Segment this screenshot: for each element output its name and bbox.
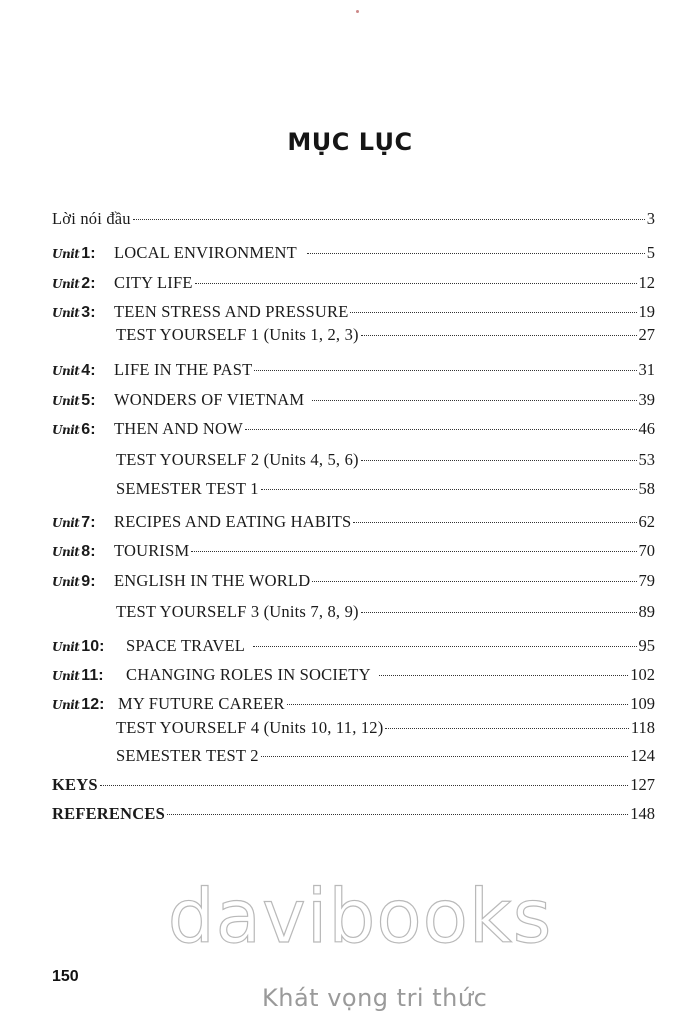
unit-word: Unit: [52, 394, 80, 408]
toc-entry-unit-11[interactable]: [52, 665, 655, 689]
entry-title: TEST YOURSELF 1 (Units 1, 2, 3): [116, 325, 359, 344]
entry-title: KEYS: [52, 775, 98, 794]
toc-entry-unit-3[interactable]: [52, 302, 655, 326]
toc-entry-test-3[interactable]: [52, 602, 655, 626]
entry-page: 70: [638, 541, 655, 560]
dot-leader: [167, 814, 628, 815]
watermark-brand: davibooks: [167, 874, 553, 960]
unit-number: 3:: [81, 304, 96, 321]
unit-label: [52, 421, 114, 439]
toc-entry-unit-5[interactable]: [52, 390, 655, 414]
entry-page: 118: [630, 718, 655, 737]
unit-word: Unit: [52, 516, 80, 530]
unit-number: 2:: [81, 275, 96, 292]
unit-word: Unit: [52, 364, 80, 378]
entry-title: WONDERS OF VIETNAM: [114, 390, 305, 409]
unit-label: [52, 245, 114, 263]
entry-title: TEST YOURSELF 2 (Units 4, 5, 6): [116, 450, 359, 469]
entry-page: 109: [630, 694, 655, 713]
unit-label: [52, 362, 114, 380]
toc-entry-references[interactable]: [52, 804, 655, 828]
entry-page: 79: [638, 571, 655, 590]
entry-title: SPACE TRAVEL: [126, 636, 246, 655]
dot-leader: [195, 283, 637, 284]
unit-number: 6:: [81, 421, 96, 438]
unit-number: 4:: [81, 362, 96, 379]
dot-leader: [253, 646, 636, 647]
unit-label: [52, 514, 114, 532]
entry-title: CITY LIFE: [114, 273, 193, 292]
dot-leader: [385, 728, 628, 729]
unit-label: [52, 543, 114, 561]
entry-title: SEMESTER TEST 1: [116, 479, 259, 498]
dot-leader: [287, 704, 629, 705]
dot-leader: [350, 312, 636, 313]
toc-entry-test-1[interactable]: [52, 325, 655, 349]
entry-title: TEEN STRESS AND PRESSURE: [114, 302, 349, 321]
dot-leader: [361, 335, 637, 336]
entry-title: TEST YOURSELF 4 (Units 10, 11, 12): [116, 718, 384, 737]
entry-title: MY FUTURE CAREER: [118, 694, 285, 713]
unit-word: Unit: [52, 640, 80, 654]
dot-leader: [261, 756, 629, 757]
toc-entry-unit-10[interactable]: [52, 636, 655, 660]
entry-page: 62: [638, 512, 655, 531]
toc-entry-unit-1[interactable]: [52, 243, 655, 267]
entry-title: TEST YOURSELF 3 (Units 7, 8, 9): [116, 602, 359, 621]
entry-page: 102: [630, 665, 655, 684]
dot-leader: [361, 612, 637, 613]
entry-page: 39: [638, 390, 655, 409]
entry-title: Lời nói đầu: [52, 209, 131, 228]
entry-title: LIFE IN THE PAST: [114, 360, 253, 379]
dot-leader: [254, 370, 636, 371]
unit-number: 7:: [81, 514, 96, 531]
entry-page: 5: [646, 243, 655, 262]
entry-page: 3: [646, 209, 655, 228]
unit-word: Unit: [52, 575, 80, 589]
entry-page: 31: [638, 360, 655, 379]
toc-entry-test-2[interactable]: [52, 450, 655, 474]
scan-speck: [356, 10, 359, 13]
unit-label: [52, 275, 114, 293]
unit-number: 10:: [81, 638, 105, 655]
toc-entry-semester-test-2[interactable]: [52, 746, 655, 770]
unit-label: [52, 392, 114, 410]
unit-number: 9:: [81, 573, 96, 590]
unit-number: 11:: [81, 667, 104, 684]
unit-word: Unit: [52, 306, 80, 320]
toc-entry-unit-12[interactable]: [52, 694, 655, 718]
entry-page: 124: [630, 746, 655, 765]
entry-page: 58: [638, 479, 655, 498]
unit-number: 12:: [81, 696, 105, 713]
unit-label: [52, 638, 126, 656]
toc-entry-unit-4[interactable]: [52, 360, 655, 384]
dot-leader: [191, 551, 636, 552]
dot-leader: [361, 460, 637, 461]
toc-entry-unit-2[interactable]: [52, 273, 655, 297]
unit-number: 8:: [81, 543, 96, 560]
unit-label: [52, 667, 126, 685]
entry-page: 46: [638, 419, 655, 438]
unit-word: Unit: [52, 698, 80, 712]
dot-leader: [245, 429, 637, 430]
page-number: 150: [52, 968, 79, 985]
entry-title: LOCAL ENVIRONMENT: [114, 243, 297, 262]
toc-entry-keys[interactable]: [52, 775, 655, 799]
dot-leader: [312, 400, 636, 401]
entry-title: CHANGING ROLES IN SOCIETY: [126, 665, 371, 684]
entry-page: 89: [638, 602, 655, 621]
entry-title: THEN AND NOW: [114, 419, 243, 438]
dot-leader: [100, 785, 629, 786]
entry-title: SEMESTER TEST 2: [116, 746, 259, 765]
unit-label: [52, 696, 118, 714]
entry-page: 27: [638, 325, 655, 344]
page-title: MỤC LỤC: [287, 128, 413, 156]
toc-entry-unit-8[interactable]: [52, 541, 655, 565]
entry-page: 95: [638, 636, 655, 655]
dot-leader: [312, 581, 636, 582]
toc-entry-test-4[interactable]: [52, 718, 655, 742]
watermark-tagline: Khát vọng tri thức: [262, 984, 488, 1012]
toc-entry-unit-9[interactable]: [52, 571, 655, 595]
toc-entry-preface[interactable]: [52, 209, 655, 233]
entry-page: 53: [638, 450, 655, 469]
unit-word: Unit: [52, 545, 80, 559]
unit-word: Unit: [52, 247, 80, 261]
dot-leader: [307, 253, 645, 254]
entry-title: TOURISM: [114, 541, 190, 560]
entry-title: RECIPES AND EATING HABITS: [114, 512, 352, 531]
entry-title: REFERENCES: [52, 804, 165, 823]
entry-page: 19: [638, 302, 655, 321]
unit-word: Unit: [52, 423, 80, 437]
unit-number: 1:: [81, 245, 96, 262]
toc-entry-unit-6[interactable]: [52, 419, 655, 443]
unit-label: [52, 573, 114, 591]
entry-page: 127: [630, 775, 655, 794]
entry-title: ENGLISH IN THE WORLD: [114, 571, 311, 590]
unit-label: [52, 304, 114, 322]
unit-word: Unit: [52, 669, 80, 683]
entry-page: 148: [630, 804, 655, 823]
dot-leader: [261, 489, 637, 490]
entry-page: 12: [638, 273, 655, 292]
toc-entry-unit-7[interactable]: [52, 512, 655, 536]
unit-number: 5:: [81, 392, 96, 409]
dot-leader: [379, 675, 629, 676]
unit-word: Unit: [52, 277, 80, 291]
toc-entry-semester-test-1[interactable]: [52, 479, 655, 503]
dot-leader: [133, 219, 645, 220]
dot-leader: [353, 522, 636, 523]
